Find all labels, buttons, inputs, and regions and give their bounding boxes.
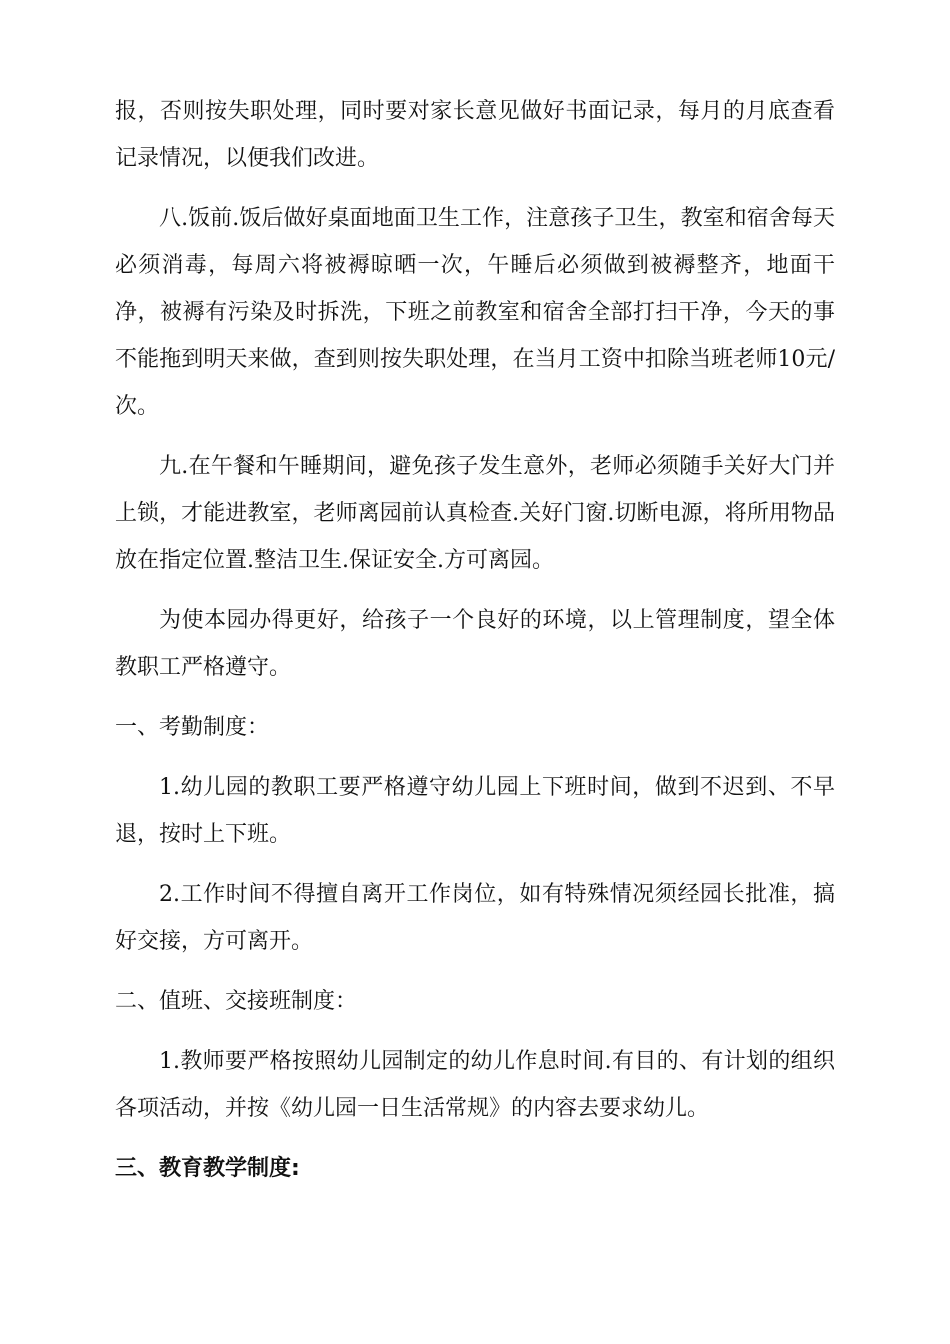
paragraph-closing-note: 为使本园办得更好，给孩子一个良好的环境，以上管理制度，望全体教职工严格遵守。 — [115, 608, 835, 680]
paragraph-item-eight: 八.饭前.饭后做好桌面地面卫生工作，注意孩子卫生，教室和宿舍每天必须消毒，每周六将被褥晾晒一次，午睡后必须做到被褥整齐，地面干净，被褥有污染及时拆洗，下班之前教室和宿舍全部打扫干净，今天的事不能拖到明天来做，查到则按失职处理，在当月工资中扣除当班老师10元/次。 — [115, 206, 835, 419]
document-body — [115, 88, 835, 1192]
section-heading-duty: 二、值班、交接班制度： — [115, 989, 358, 1014]
paragraph-attendance-rule-1: 1.幼儿园的教职工要严格遵守幼儿园上下班时间，做到不迟到、不早退，按时上下班。 — [115, 775, 835, 847]
paragraph-attendance-rule-2: 2.工作时间不得擅自离开工作岗位，如有特殊情况须经园长批准，搞好交接，方可离开。 — [115, 882, 835, 954]
paragraph-duty-rule-1: 1.教师要严格按照幼儿园制定的幼儿作息时间.有目的、有计划的组织各项活动，并按《幼儿园一日生活常规》的内容去要求幼儿。 — [115, 1049, 835, 1121]
section-heading-attendance: 一、考勤制度： — [115, 715, 270, 740]
paragraph-continuation: 报，否则按失职处理，同时要对家长意见做好书面记录，每月的月底查看记录情况，以便我们改进。 — [115, 99, 835, 171]
section-heading-teaching: 三、教育教学制度: — [115, 1156, 300, 1181]
paragraph-item-nine: 九.在午餐和午睡期间，避免孩子发生意外，老师必须随手关好大门并上锁，才能进教室，老师离园前认真检查.关好门窗.切断电源，将所用物品放在指定位置.整洁卫生.保证安全.方可离园。 — [115, 454, 835, 573]
